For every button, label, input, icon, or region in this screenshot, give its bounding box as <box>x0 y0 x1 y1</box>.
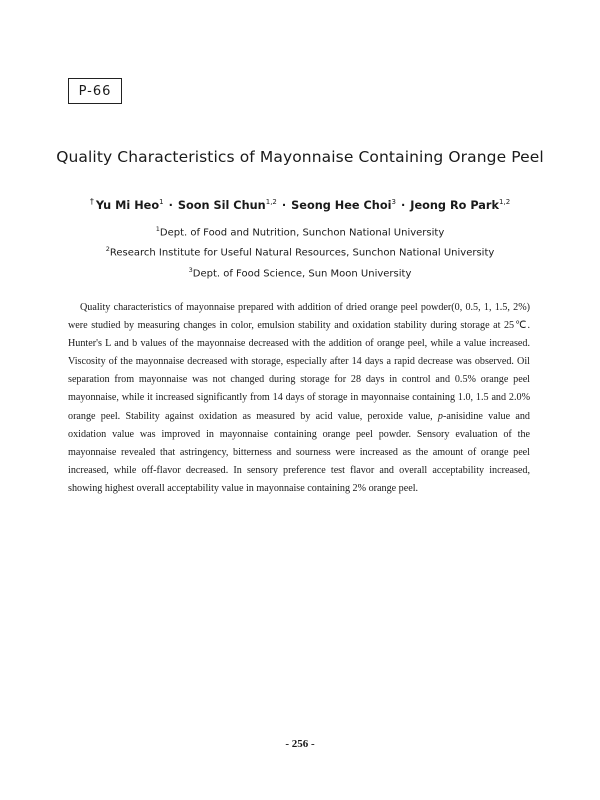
author-separator: · <box>400 198 406 212</box>
author-affiliation-ref: 1,2 <box>499 198 511 206</box>
affiliation <box>0 262 600 282</box>
author <box>291 199 396 212</box>
affiliation-text: Dept. of Food Science, Sun Moon University <box>192 267 412 279</box>
author-affiliation-ref: 3 <box>391 198 396 206</box>
corresponding-author-mark: † <box>89 197 94 206</box>
author <box>178 199 277 212</box>
author-name: Seong Hee Choi <box>291 198 392 212</box>
author <box>410 199 510 212</box>
author-separator: · <box>168 198 173 212</box>
poster-code-box <box>68 78 122 104</box>
paper-title: Quality Characteristics of Mayonnaise Containing Orange Peel <box>56 148 544 166</box>
affiliation-number: 1 <box>155 225 160 233</box>
page-number: - 256 - <box>285 738 315 750</box>
affiliation-text: Dept. of Food and Nutrition, Sunchon National University <box>159 227 445 239</box>
poster-code: P-66 <box>78 83 112 99</box>
affiliation-list <box>0 221 600 282</box>
author-affiliation-ref: 1,2 <box>265 198 277 206</box>
affiliation <box>0 221 600 241</box>
affiliation-number: 3 <box>188 265 193 274</box>
author-list <box>0 197 600 212</box>
author-separator: · <box>281 198 287 212</box>
affiliation-text: Research Institute for Useful Natural Resources, Sunchon National University <box>109 247 495 259</box>
author-affiliation-ref: 1 <box>159 198 164 206</box>
affiliation <box>0 241 600 261</box>
abstract-text: Quality characteristics of mayonnaise prepared with addition of dried orange peel powder(0, 0.5, 1, 1.5, 2%) were studied by measuring changes in color, emulsion stability and oxidation stability during storage at 25℃. Hunter's L and b values of the mayonnaise decreased with the addition of orange peel, while a value increased. Viscosity of the mayonnaise decreased with storage, especially after 14 days a rapid decrease was observed. Oil separation from mayonnaise was not changed during storage for 28 days in control and 0.5% orange peel mayonnaise, while it increased significantly from 14 days of storage in mayonnaise containing 1.0, 1.5 and 2.0% orange peel. Stability against oxidation as measured by acid value, peroxide value, p-anisidine value and oxidation value was improved in mayonnaise containing orange peel powder. Sensory evaluation of the mayonnaise revealed that astringency, bitterness and sourness were increased as the amount of orange peel increased, while off-flavor decreased. In sensory preference test flavor and overall acceptability increased, showing highest overall acceptability value in mayonnaise containing 2% orange peel. <box>68 302 530 494</box>
author-name: Soon Sil Chun <box>177 198 266 212</box>
affiliation-number: 2 <box>105 245 110 254</box>
author <box>90 199 164 212</box>
author-name: Yu Mi Heo <box>95 198 160 212</box>
author-name: Jeong Ro Park <box>410 198 500 212</box>
